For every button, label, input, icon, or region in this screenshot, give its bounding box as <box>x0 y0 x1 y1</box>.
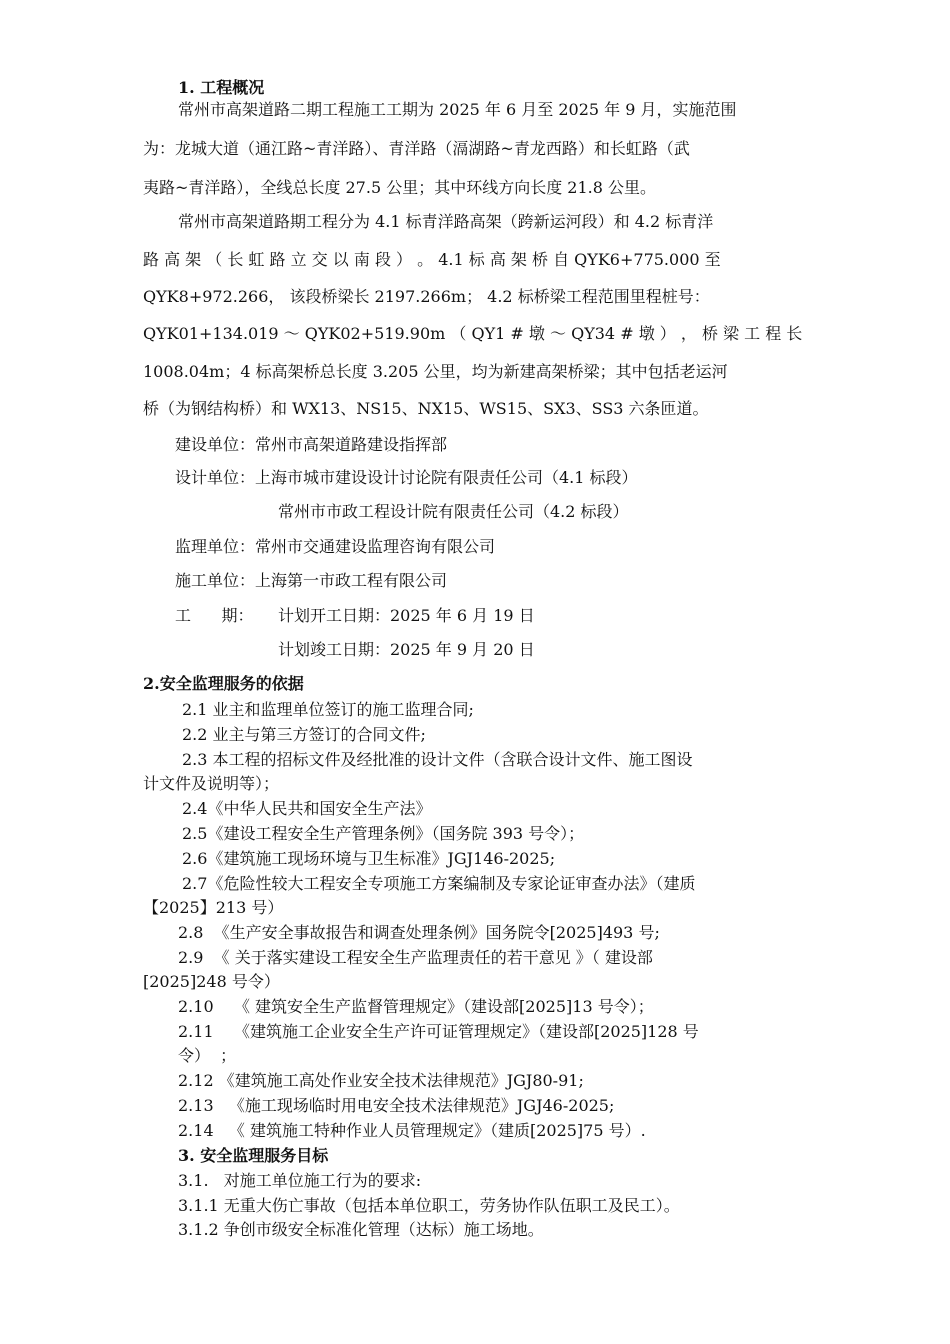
construction-owner: 建设单位：常州市高架道路建设指挥部 <box>175 435 448 454</box>
section1-heading: 1. 工程概况 <box>178 78 265 97</box>
s2-item: 令） ； <box>178 1046 237 1065</box>
supervision-unit: 监理单位：常州市交通建设监理咨询有限公司 <box>175 537 496 556</box>
s2-item: 2.3 本工程的招标文件及经批准的设计文件（含联合设计文件、施工图设 <box>182 750 693 769</box>
s1-p2-line1: 常州市高架道路期工程分为 4.1 标青洋路高架（跨新运河段）和 4.2 标青洋 <box>178 212 714 231</box>
s2-item: 2.11 《建筑施工企业安全生产许可证管理规定》（建设部[2025]128 号 <box>178 1022 699 1041</box>
s1-p1-line2: 为：龙城大道（通江路~青洋路）、青洋路（滆湖路~青龙西路）和长虹路（武 <box>143 139 690 158</box>
s2-item: 2.6《建筑施工现场环境与卫生标准》JGJ146-2025; <box>182 849 556 868</box>
s3-item: 3.1.1 无重大伤亡事故（包括本单位职工，劳务协作队伍职工及民工）。 <box>178 1196 680 1215</box>
s2-item: [2025]248 号令） <box>143 972 280 991</box>
s1-p2-line3: QYK8+972.266， 该段桥梁长 2197.266m； 4.2 标桥梁工程范围里程桩号： <box>143 287 710 306</box>
s1-p1-line3: 夷路~青洋路），全线总长度 27.5 公里；其中环线方向长度 21.8 公里。 <box>143 178 657 197</box>
s2-item: 2.10 《 建筑安全生产监督管理规定》（建设部[2025]13 号令）； <box>178 997 654 1016</box>
design-unit-1: 设计单位：上海市城市建设设计讨论院有限责任公司（4.1 标段） <box>175 468 638 487</box>
planned-start: 计划开工日期：2025 年 6 月 19 日 <box>278 606 535 625</box>
s1-p1-line1: 常州市高架道路二期工程施工工期为 2025 年 6 月至 2025 年 9 月，实施范围 <box>178 100 737 119</box>
s2-item: 2.12 《建筑施工高处作业安全技术法律规范》JGJ80-91; <box>178 1071 584 1090</box>
s1-p2-line4: QYK01+134.019 ～ QYK02+519.90m （ QY1 # 墩 ～ QY34 # 墩 ） ， 桥 梁 工 程 长 <box>143 324 803 343</box>
s2-item: 2.1 业主和监理单位签订的施工监理合同; <box>182 700 474 719</box>
schedule-label: 工 期： <box>175 606 254 625</box>
s2-item: 2.4《中华人民共和国安全生产法》 <box>182 799 432 818</box>
s2-item: 2.9 《 关于落实建设工程安全生产监理责任的若干意见 》（ 建设部 <box>178 948 653 967</box>
s2-item: 2.13 《施工现场临时用电安全技术法律规范》JGJ46-2025; <box>178 1096 615 1115</box>
s3-item: 3.1.2 争创市级安全标准化管理（达标）施工场地。 <box>178 1220 544 1239</box>
s2-item: 2.14 《 建筑施工特种作业人员管理规定》（建质[2025]75 号）. <box>178 1121 646 1140</box>
s2-item: 【2025】213 号） <box>143 898 284 917</box>
s1-p2-line5: 1008.04m；4 标高架桥总长度 3.205 公里，均为新建高架桥梁；其中包括老运河 <box>143 362 728 381</box>
s1-p2-line2: 路 高 架 （ 长 虹 路 立 交 以 南 段 ） 。 4.1 标 高 架 桥 自 QYK6+775.000 至 <box>143 250 721 269</box>
s2-item: 2.2 业主与第三方签订的合同文件; <box>182 725 426 744</box>
s2-item: 2.7《危险性较大工程安全专项施工方案编制及专家论证审查办法》（建质 <box>182 874 696 893</box>
design-unit-2: 常州市市政工程设计院有限责任公司（4.2 标段） <box>278 502 629 521</box>
s2-item: 计文件及说明等）； <box>143 774 280 793</box>
s2-item: 2.5《建设工程安全生产管理条例》（国务院 393 号令）； <box>182 824 585 843</box>
section3-heading: 3. 安全监理服务目标 <box>178 1146 329 1165</box>
planned-finish: 计划竣工日期：2025 年 9 月 20 日 <box>278 640 535 659</box>
s2-item: 2.8 《生产安全事故报告和调查处理条例》国务院令[2025]493 号; <box>178 923 660 942</box>
s1-p2-line6: 桥（为钢结构桥）和 WX13、NS15、NX15、WS15、SX3、SS3 六条匝道。 <box>143 399 709 418</box>
section2-heading: 2.安全监理服务的依据 <box>143 674 304 693</box>
contractor-unit: 施工单位：上海第一市政工程有限公司 <box>175 571 448 590</box>
s3-item: 3.1. 对施工单位施工行为的要求: <box>178 1171 422 1190</box>
